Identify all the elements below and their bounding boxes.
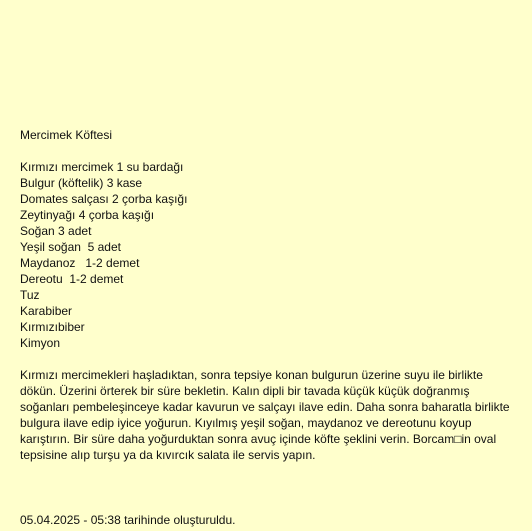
recipe-title: Mercimek Köftesi (20, 128, 113, 142)
ingredient-item: Zeytinyağı 4 çorba kaşığı (20, 208, 155, 222)
ingredient-item: Tuz (20, 288, 40, 302)
ingredient-item: Karabiber (20, 304, 73, 318)
ingredient-item: Bulgur (köftelik) 3 kase (20, 176, 143, 190)
ingredient-item: Kimyon (20, 336, 61, 350)
ingredient-item: Maydanoz 1-2 demet (20, 256, 140, 270)
ingredient-item: Kırmızıbiber (20, 320, 85, 334)
ingredient-item: Dereotu 1-2 demet (20, 272, 124, 286)
ingredient-item: Domates salçası 2 çorba kaşığı (20, 192, 188, 206)
ingredients-list (20, 159, 187, 351)
ingredient-item: Yeşil soğan 5 adet (20, 240, 121, 254)
ingredient-item: Soğan 3 adet (20, 224, 92, 238)
ingredient-item: Kırmızı mercimek 1 su bardağı (20, 160, 184, 174)
recipe-instructions: Kırmızı mercimekleri haşladıktan, sonra tepsiye konan bulgurun üzerine suyu ile birlikte dökün. Üzerini örterek bir süre bekletin. Kalın dipli bir tavada küçük küçük doğranmış soğanları pembeleşinceye kadar kavurun ve salçayı ilave edin. Daha sonra baharatla birlikte bulgura ilave edip iyice yoğurun. Kıyılmış yeşil soğan, maydanoz ve dereotunu koyup karıştırın. Bir süre daha yoğurduktan sonra avuç içinde köfte şeklini verin. Borcam□in oval tepsisine alıp turşu ya da kıvırcık salata ile servis yapın. (20, 368, 510, 462)
created-timestamp: 05.04.2025 - 05:38 tarihinde oluşturuldu. (20, 513, 236, 527)
